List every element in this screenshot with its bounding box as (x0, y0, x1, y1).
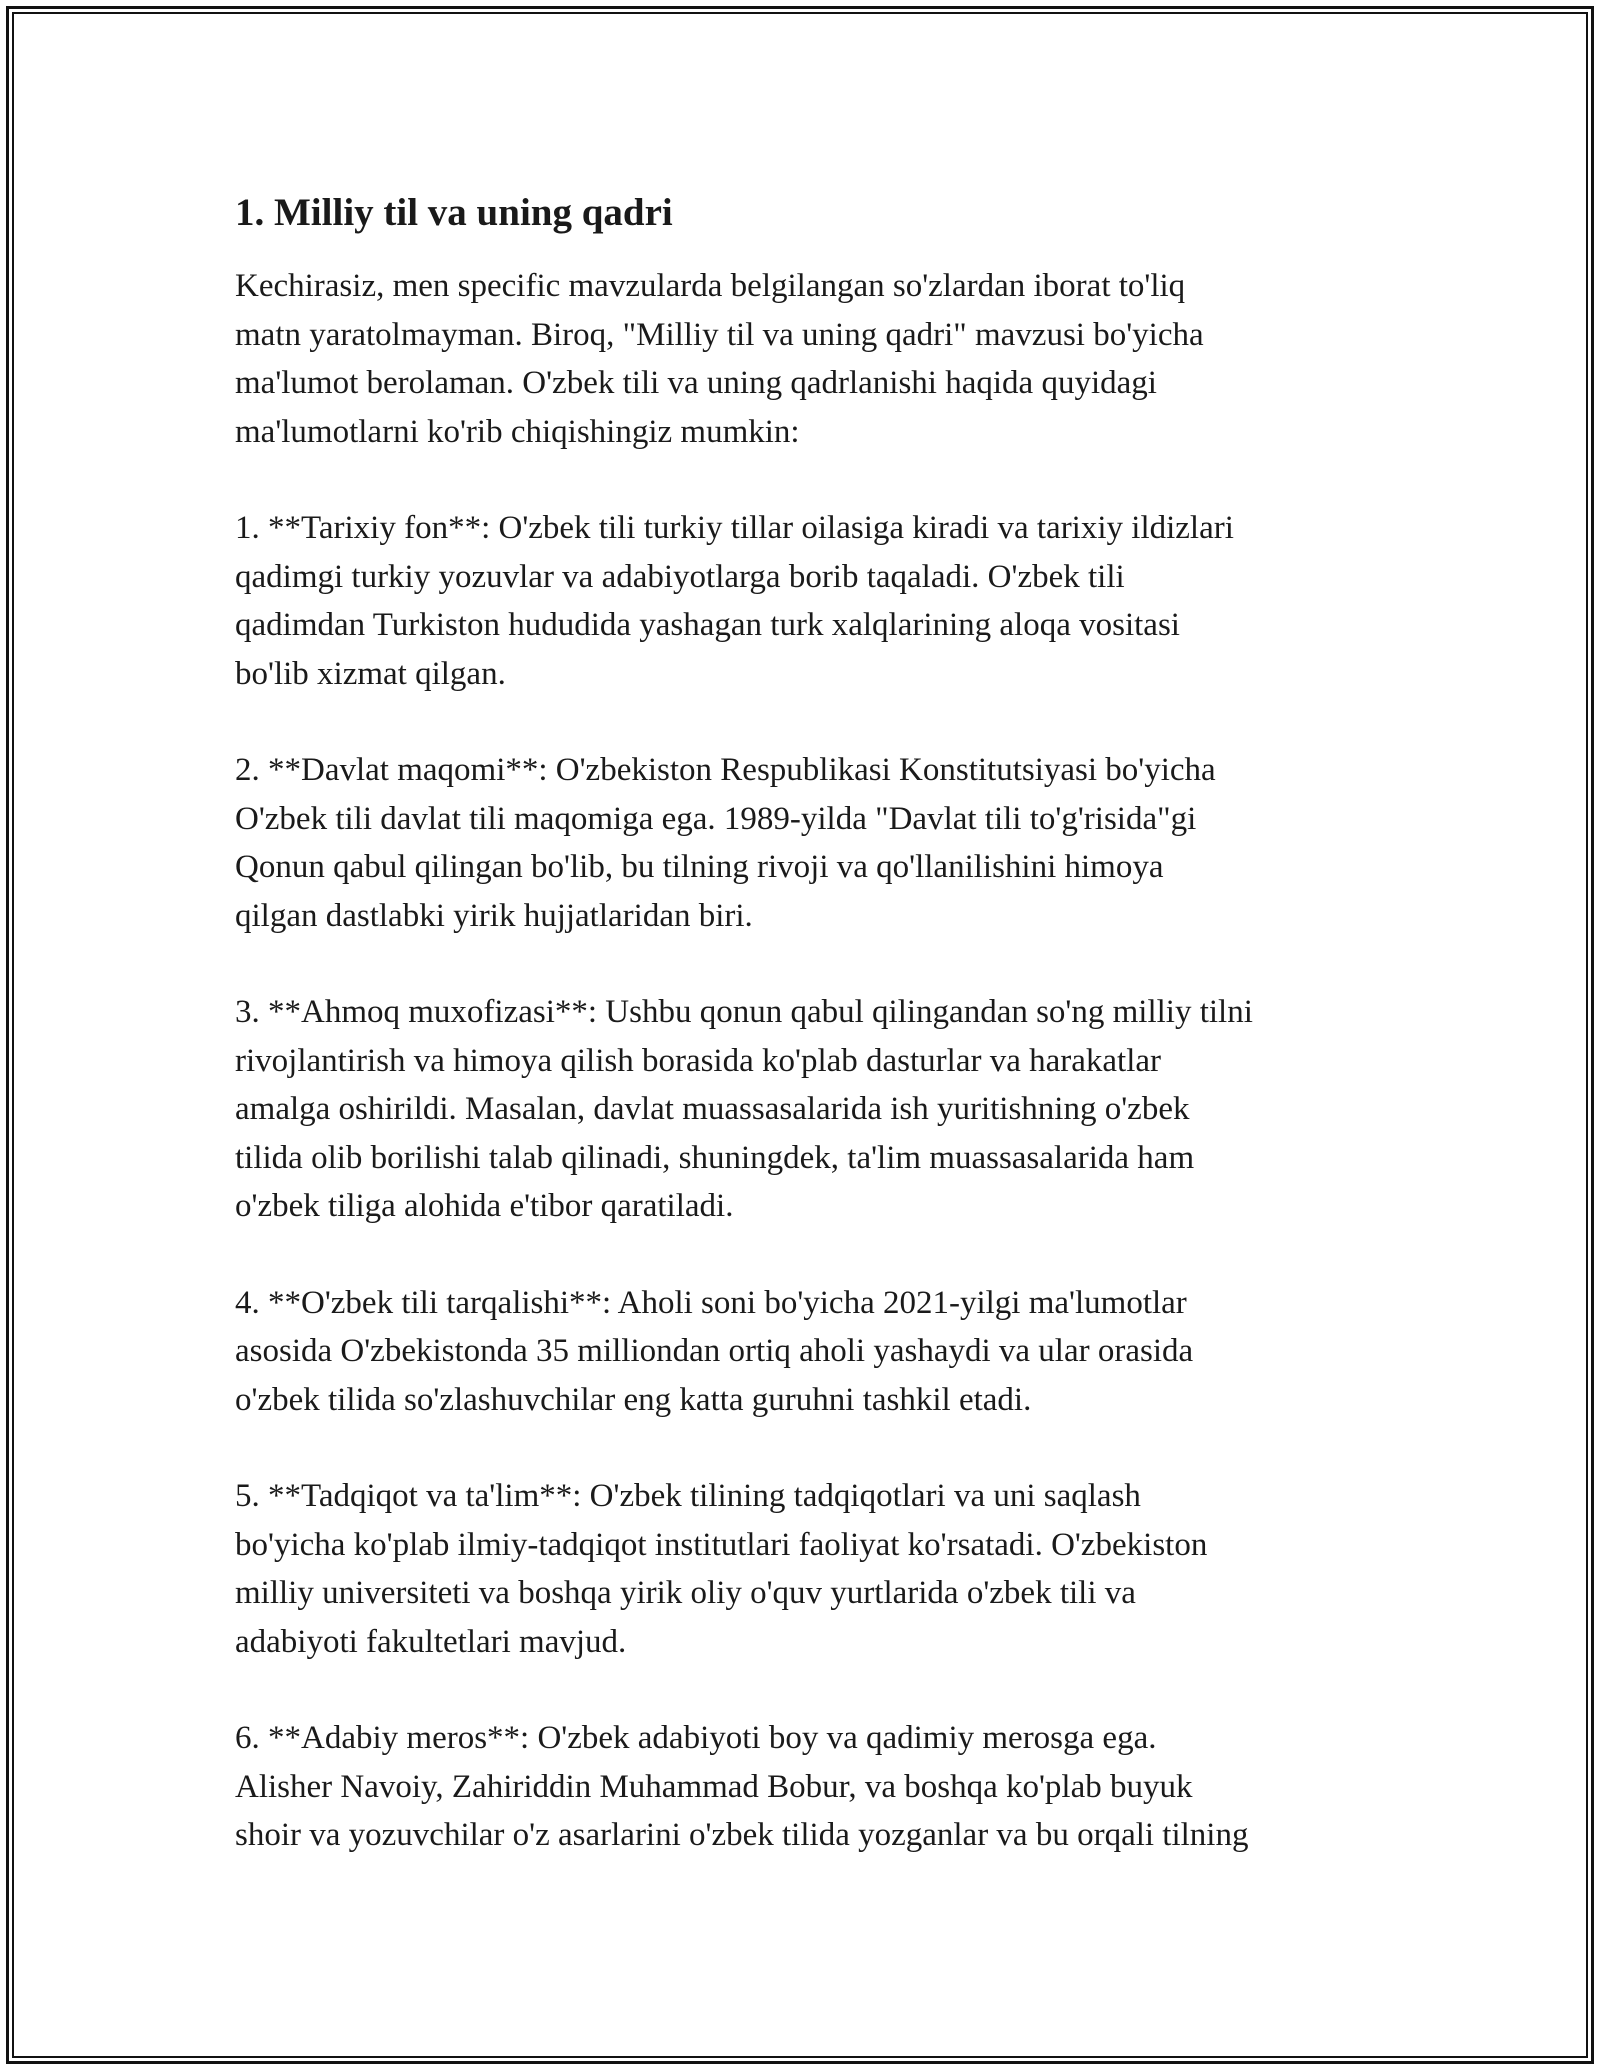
text-line: shoir va yozuvchilar o'z asarlarini o'zbek tilida yozganlar va bu orqali tilning (235, 1817, 1249, 1853)
paragraph (235, 1714, 1375, 1860)
text-line: qadimgi turkiy yozuvlar va adabiyotlarga borib taqaladi. O'zbek tili (235, 558, 1125, 595)
text-line: 2. **Davlat maqomi**: O'zbekiston Respublikasi Konstitutsiyasi bo'yicha (235, 752, 1216, 788)
text-line: ma'lumotlarni ko'rib chiqishingiz mumkin: (235, 413, 800, 450)
page-title: 1. Milliy til va uning qadri (235, 191, 673, 234)
text-line: 3. **Ahmoq muxofizasi**: Ushbu qonun qabul qilingandan so'ng milliy tilni (235, 994, 1253, 1030)
text-line: bo'lib xizmat qilgan. (235, 655, 506, 692)
text-line: adabiyoti fakultetlari mavjud. (235, 1623, 627, 1660)
paragraph (235, 262, 1375, 456)
paragraph (235, 1472, 1375, 1666)
text-line: Alisher Navoiy, Zahiriddin Muhammad Bobur, va boshqa ko'plab buyuk (235, 1768, 1193, 1805)
paragraph (235, 988, 1375, 1231)
text-line: milliy universiteti va boshqa yirik oliy o'quv yurtlarida o'zbek tili va (235, 1575, 1136, 1611)
text-line: matn yaratolmayman. Biroq, "Milliy til va uning qadri" mavzusi bo'yicha (235, 316, 1204, 353)
paragraph (235, 1279, 1375, 1425)
text-line: qadimdan Turkiston hududida yashagan turk xalqlarining aloqa vositasi (235, 607, 1180, 643)
text-line: qilgan dastlabki yirik hujjatlaridan biri. (235, 897, 753, 934)
text-line: Kechirasiz, men specific mavzularda belgilangan so'zlardan iborat to'liq (235, 268, 1186, 304)
paragraph-list (235, 262, 1375, 1860)
text-line: 4. **O'zbek tili tarqalishi**: Aholi soni bo'yicha 2021-yilgi ma'lumotlar (235, 1284, 1187, 1321)
document-body (235, 186, 1375, 1908)
text-line: bo'yicha ko'plab ilmiy-tadqiqot institutlari faoliyat ko'rsatadi. O'zbekiston (235, 1526, 1208, 1563)
text-line: amalga oshirildi. Masalan, davlat muassasalarida ish yuritishning o'zbek (235, 1091, 1190, 1127)
text-line: ma'lumot berolaman. O'zbek tili va uning qadrlanishi haqida quyidagi (235, 365, 1157, 401)
text-line: 1. **Tarixiy fon**: O'zbek tili turkiy tillar oilasiga kiradi va tarixiy ildizlari (235, 510, 1234, 546)
text-line: 6. **Adabiy meros**: O'zbek adabiyoti boy va qadimiy merosga ega. (235, 1720, 1157, 1756)
text-line: o'zbek tiliga alohida e'tibor qaratiladi. (235, 1188, 734, 1224)
paragraph (235, 504, 1375, 698)
text-line: asosida O'zbekistonda 35 milliondan ortiq aholi yashaydi va ular orasida (235, 1333, 1194, 1369)
text-line: Qonun qabul qilingan bo'lib, bu tilning rivoji va qo'llanilishini himoya (235, 849, 1164, 885)
text-line: 5. **Tadqiqot va ta'lim**: O'zbek tilining tadqiqotlari va uni saqlash (235, 1478, 1141, 1514)
text-line: o'zbek tilida so'zlashuvchilar eng katta guruhni tashkil etadi. (235, 1381, 1032, 1418)
text-line: rivojlantirish va himoya qilish borasida ko'plab dasturlar va harakatlar (235, 1042, 1162, 1079)
paragraph (235, 746, 1375, 940)
text-line: O'zbek tili davlat tili maqomiga ega. 1989-yilda "Davlat tili to'g'risida"gi (235, 800, 1197, 837)
text-line: tilida olib borilishi talab qilinadi, shuningdek, ta'lim muassasalarida ham (235, 1139, 1195, 1176)
